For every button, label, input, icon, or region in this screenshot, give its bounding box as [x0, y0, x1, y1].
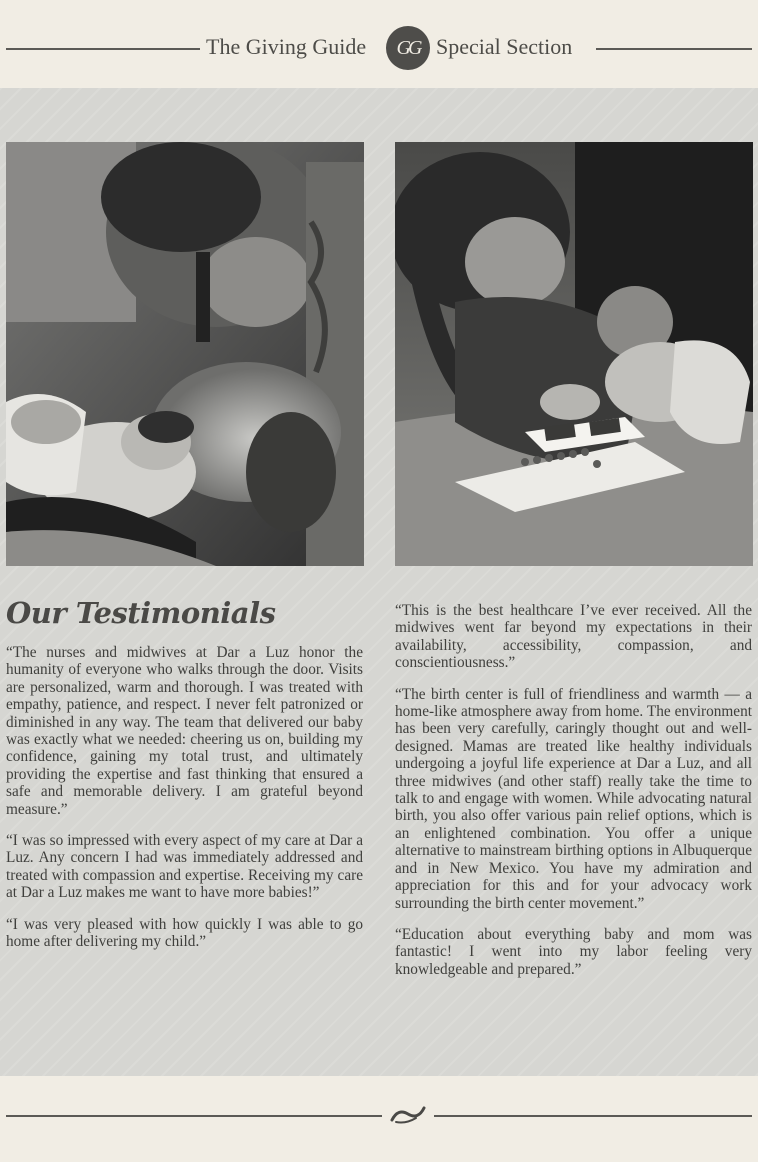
giving-guide-logo-icon: GG: [386, 26, 430, 70]
testimonials-left-column: [6, 644, 363, 965]
swash-ornament-icon: [388, 1104, 428, 1126]
testimonial-quote: “I was so impressed with every aspect of my care at Dar a Luz. Any concern I had was immediately addressed and treated with compassion and expertise. Receiving my care at Dar a Luz makes me want to have more babies!”: [6, 832, 363, 902]
testimonial-quote: “The birth center is full of friendliness and warmth — a home-like atmosphere away from home. The environment has been very carefully, caringly thought out and well-designed. Mamas are treated like healthy individuals undergoing a joyful life experience at Dar a Luz, and all three midwives (and other staff) really take the time to talk to and engage with women. While advocating natural birth, you also offer various pain relief options, which is an enlightened combination. You offer a unique alternative to mainstream birthing options in Albuquerque and in New Mexico. You have my admiration and appreciation for this and for your advocacy work surrounding the birth center movement.”: [395, 685, 752, 912]
footer-rule-right: [434, 1115, 752, 1117]
header-title-right: Special Section: [436, 34, 573, 59]
header-rule-right: [596, 48, 752, 50]
section-header: [0, 0, 758, 88]
testimonial-quote: “The nurses and midwives at Dar a Luz honor the humanity of everyone who walks through the door. Visits are personalized, warm and thorough. I was treated with empathy, patience, and respect. I never felt patronized or diminished in any way. The team that delivered our baby was exactly what we needed: cheering us on, building my confidence, gaining my total trust, and ultimately providing the expertise and fast thinking that ensured a safe and memorable delivery. I am grateful beyond measure.”: [6, 644, 363, 818]
photo-midwife-footprint: [395, 142, 753, 566]
photo-parents-newborn: [6, 142, 364, 566]
testimonial-quote: “Education about everything baby and mom was fantastic! I went into my labor feeling very knowledgeable and prepared.”: [395, 925, 752, 978]
testimonial-quote: “I was very pleased with how quickly I was able to go home after delivering my child.”: [6, 915, 363, 951]
header-title-left: The Giving Guide: [206, 34, 367, 59]
testimonial-quote: “This is the best healthcare I’ve ever received. All the midwives went far beyond my expectations in their availability, accessibility, compassion, and conscientiousness.”: [395, 602, 752, 672]
footer-rule-left: [6, 1115, 382, 1117]
section-footer: [0, 1076, 758, 1162]
header-rule-left: [6, 48, 200, 50]
testimonials-right-column: [395, 602, 752, 992]
testimonials-heading: Our Testimonials: [6, 596, 276, 630]
